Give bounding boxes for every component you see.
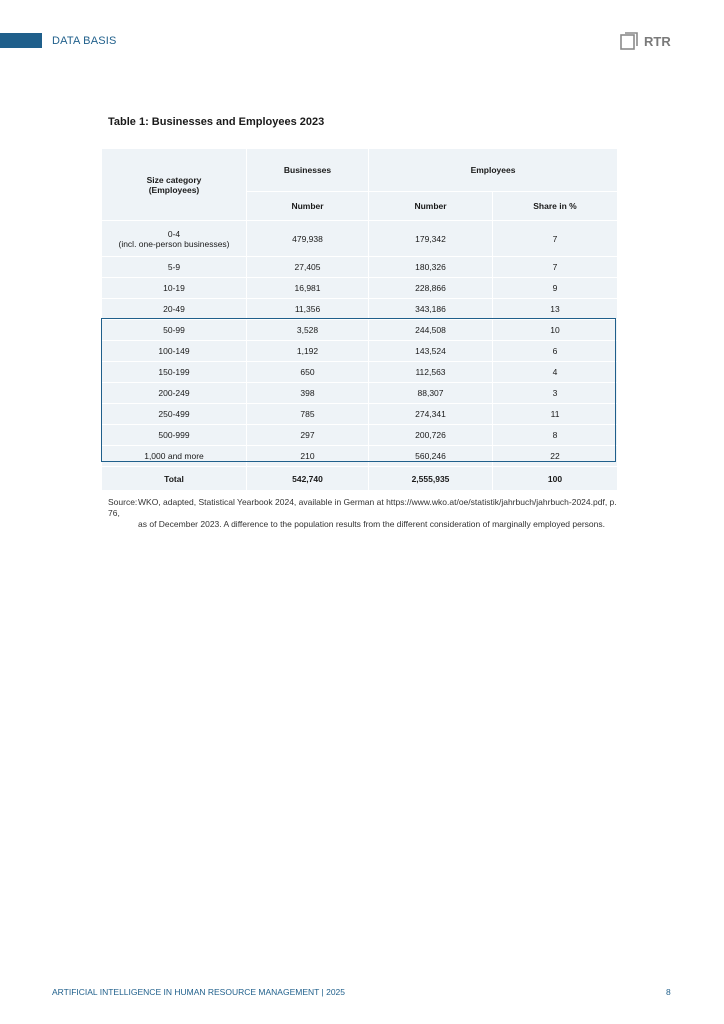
header-businesses: Businesses	[247, 149, 369, 192]
cell-employees: 244,508	[369, 320, 493, 341]
cell-businesses: 3,528	[247, 320, 369, 341]
cell-employees: 180,326	[369, 257, 493, 278]
source-note	[108, 497, 628, 530]
header-businesses-number: Number	[247, 192, 369, 221]
cell-share: 11	[493, 404, 618, 425]
cell-businesses: 210	[247, 446, 369, 467]
cell-share: 8	[493, 425, 618, 446]
cell-size: 1,000 and more	[102, 446, 247, 467]
cell-size: 5-9	[102, 257, 247, 278]
cell-share: 3	[493, 383, 618, 404]
footer-text: ARTIFICIAL INTELLIGENCE IN HUMAN RESOURCE MANAGEMENT | 2025	[52, 987, 346, 997]
cell-total-share: 100	[493, 467, 618, 491]
cell-employees: 200,726	[369, 425, 493, 446]
cell-employees: 274,341	[369, 404, 493, 425]
businesses-employees-table	[101, 148, 618, 491]
cell-share: 7	[493, 257, 618, 278]
header-employees: Employees	[369, 149, 618, 192]
cell-size: 0-4 (incl. one-person businesses)	[102, 221, 247, 257]
table-total-row	[102, 467, 618, 491]
table-row	[102, 341, 618, 362]
cell-employees: 143,524	[369, 341, 493, 362]
cell-size: 500-999	[102, 425, 247, 446]
cell-size: 20-49	[102, 299, 247, 320]
source-line-1: WKO, adapted, Statistical Yearbook 2024, available in German at https://www.wko.at/oe/statistik/jahrbuch/jahrbuch-2024.pdf, p. 76,	[108, 497, 617, 518]
table-row	[102, 278, 618, 299]
rtr-logo	[618, 29, 678, 53]
cell-businesses: 398	[247, 383, 369, 404]
source-label: Source:	[108, 497, 138, 507]
cell-businesses: 11,356	[247, 299, 369, 320]
cell-share: 13	[493, 299, 618, 320]
header-employees-number: Number	[369, 192, 493, 221]
cell-size: 200-249	[102, 383, 247, 404]
table-row	[102, 257, 618, 278]
section-label: DATA BASIS	[52, 35, 117, 47]
cell-share: 22	[493, 446, 618, 467]
table-row	[102, 425, 618, 446]
table-title: Table 1: Businesses and Employees 2023	[108, 116, 325, 128]
cell-businesses: 16,981	[247, 278, 369, 299]
rtr-logo-icon	[618, 30, 640, 52]
cell-size: 10-19	[102, 278, 247, 299]
cell-businesses: 1,192	[247, 341, 369, 362]
cell-businesses: 297	[247, 425, 369, 446]
cell-size: 50-99	[102, 320, 247, 341]
cell-businesses: 785	[247, 404, 369, 425]
cell-employees: 112,563	[369, 362, 493, 383]
cell-total-label: Total	[102, 467, 247, 491]
page-number: 8	[666, 987, 671, 997]
cell-share: 7	[493, 221, 618, 257]
table-row	[102, 320, 618, 341]
cell-size: 150-199	[102, 362, 247, 383]
table-row	[102, 299, 618, 320]
cell-total-employees: 2,555,935	[369, 467, 493, 491]
header-accent-bar	[0, 33, 42, 48]
table-row	[102, 404, 618, 425]
cell-share: 9	[493, 278, 618, 299]
cell-share: 6	[493, 341, 618, 362]
table-row	[102, 446, 618, 467]
cell-businesses: 27,405	[247, 257, 369, 278]
header-size-category: Size category (Employees)	[102, 149, 247, 221]
cell-share: 10	[493, 320, 618, 341]
cell-employees: 179,342	[369, 221, 493, 257]
table-row	[102, 362, 618, 383]
cell-employees: 88,307	[369, 383, 493, 404]
cell-businesses: 479,938	[247, 221, 369, 257]
cell-employees: 560,246	[369, 446, 493, 467]
cell-businesses: 650	[247, 362, 369, 383]
cell-size: 100-149	[102, 341, 247, 362]
cell-size: 250-499	[102, 404, 247, 425]
cell-share: 4	[493, 362, 618, 383]
table-row	[102, 383, 618, 404]
table-row	[102, 221, 618, 257]
cell-employees: 228,866	[369, 278, 493, 299]
source-line-2: as of December 2023. A difference to the population results from the different consideration of marginally employed persons.	[138, 519, 605, 529]
cell-total-businesses: 542,740	[247, 467, 369, 491]
header-share: Share in %	[493, 192, 618, 221]
cell-employees: 343,186	[369, 299, 493, 320]
logo-text: RTR	[644, 33, 671, 49]
data-table-container	[101, 148, 617, 491]
